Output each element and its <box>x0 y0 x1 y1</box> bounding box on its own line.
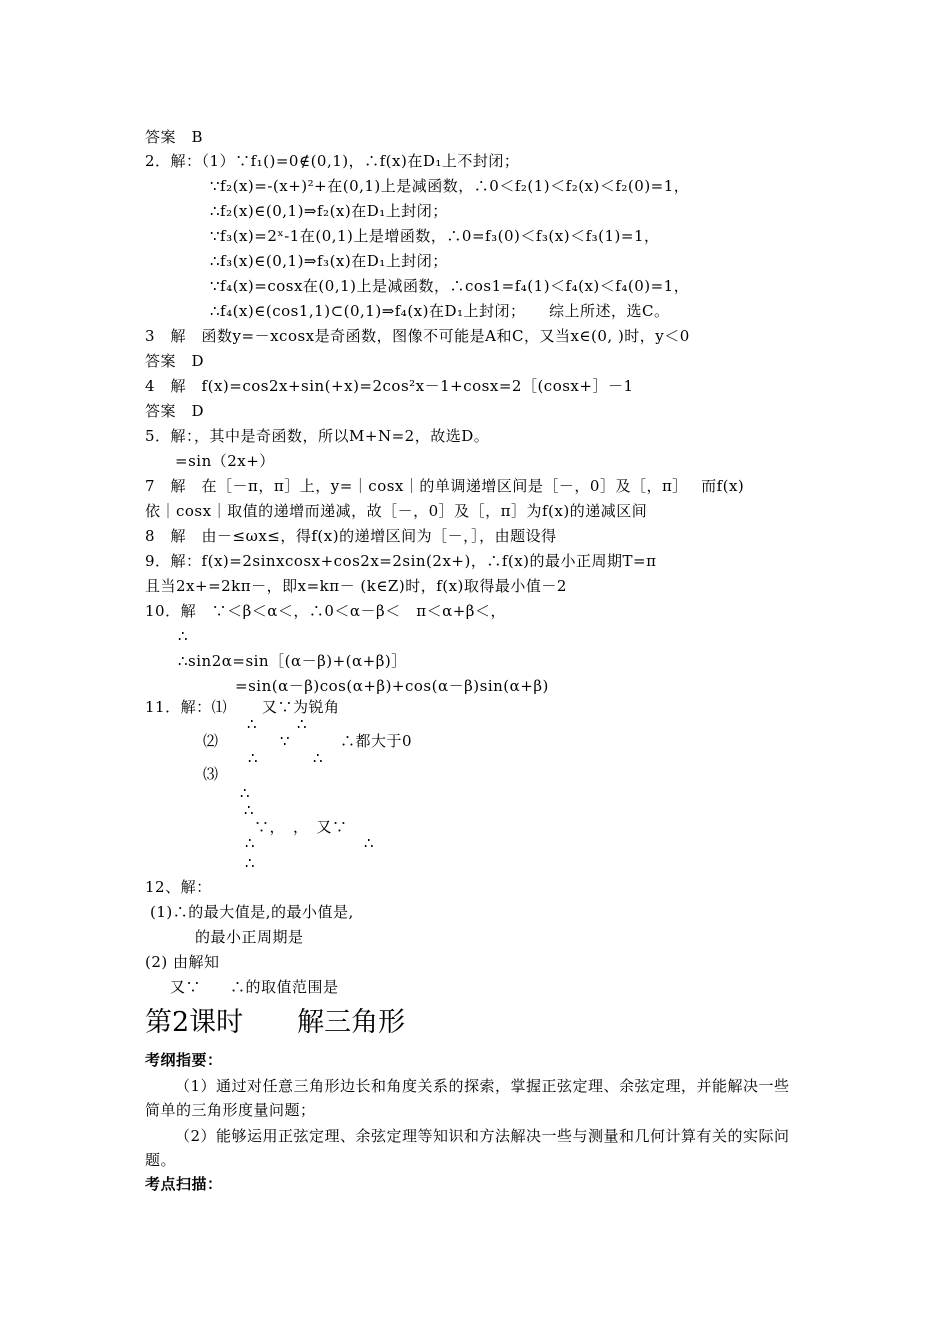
solution-8: 8 解 由－≤ωx≤，得f(x)的递增区间为［－，］，由题设得 <box>145 527 557 545</box>
solution-3: 3 解 函数y=－xcosx是奇函数，图像不可能是A和C，又当x∈(0, )时，y＜0 <box>145 327 690 345</box>
solution-11-acute: 又∵为锐角 <box>262 698 340 716</box>
answer-b: 答案 B <box>145 128 204 146</box>
solution-12-part-2: (2) 由解知 <box>145 953 220 971</box>
solution-2-line-5: ∴f₃(x)∈(0,1)⇒f₃(x)在D₁上封闭； <box>210 252 448 270</box>
solution-5: 5．解：，其中是奇函数，所以M+N=2，故选D。 <box>145 427 490 445</box>
solution-2-line-1: 2．解：（1）∵f₁()=0∉(0,1)，∴f(x)在D₁上不封闭； <box>145 152 520 170</box>
outline-item-1: （1）通过对任意三角形边长和角度关系的探索，掌握正弦定理、余弦定理，并能解决一些简单的三角形度量问题； <box>145 1077 790 1119</box>
solution-9-line-1: 9．解：f(x)=2sinxcosx+cos2x=2sin(2x+)，∴f(x)的最小正周期T=π <box>145 552 657 570</box>
solution-11-therefore-c: ∴ <box>248 749 259 767</box>
solution-11-therefore-i: ∴ <box>245 854 256 872</box>
solution-7-line-1: 7 解 在［－π，π］上，y=｜cosx｜的单调递增区间是［－，0］及［，π］ 而f(x) <box>145 477 745 495</box>
solution-2-line-6: ∵f₄(x)=cosx在(0,1)上是减函数，∴cos1=f₄(1)＜f₄(x)＜f₄(0)=1， <box>210 277 690 295</box>
solution-10-line-4: =sin(α－β)cos(α+β)+cos(α－β)sin(α+β) <box>235 677 549 695</box>
solution-6: =sin（2x+） <box>175 452 275 470</box>
solution-2-line-4: ∵f₃(x)=2ˣ-1在(0,1)上是增函数，∴0=f₃(0)＜f₃(x)＜f₃(1)=1， <box>210 227 660 245</box>
solution-12-period: 的最小正周期是 <box>195 928 304 946</box>
solution-12-range: ∴的取值范围是 <box>230 978 339 996</box>
solution-10-line-1: 10．解 ∵＜β＜α＜，∴0＜α－β＜ π＜α+β＜， <box>145 602 506 620</box>
solution-9-line-2: 且当2x+=2kπ－，即x=kπ－ (k∈Z)时，f(x)取得最小值－2 <box>145 577 567 595</box>
solution-11-because: ∵ <box>280 732 291 750</box>
scan-heading: 考点扫描： <box>145 1175 223 1193</box>
solution-11-therefore-f: ∴ <box>244 801 255 819</box>
solution-7-line-2: 依｜cosx｜取值的递增而递减，故［－，0］及［，π］为f(x)的递减区间 <box>145 502 648 520</box>
solution-11-therefore-d: ∴ <box>313 749 324 767</box>
answer-d-2: 答案 D <box>145 402 205 420</box>
solution-12-label: 12、解： <box>145 878 212 896</box>
solution-11-therefore-h: ∴ <box>364 834 375 852</box>
solution-11-positive: ∴都大于0 <box>340 732 413 750</box>
answer-d-1: 答案 D <box>145 352 205 370</box>
solution-11-label: 11．解：⑴ <box>145 698 228 716</box>
solution-2-line-2: ∵f₂(x)=-(x+)²+在(0,1)上是减函数，∴0＜f₂(1)＜f₂(x)＜f₂(0)=1， <box>210 177 690 195</box>
solution-11-therefore-e: ∴ <box>240 784 251 802</box>
solution-12-because: 又∵ <box>170 978 202 996</box>
solution-12-part-1: (1)∴的最大值是,的最小值是, <box>150 903 354 921</box>
solution-2-line-3: ∴f₂(x)∈(0,1)⇒f₂(x)在D₁上封闭； <box>210 202 448 220</box>
outline-heading: 考纲指要： <box>145 1051 223 1069</box>
solution-11-therefore-a: ∴ <box>247 715 258 733</box>
solution-11-therefore-g: ∴ <box>245 834 256 852</box>
solution-11-because-2: ∵， ， 又∵ <box>254 818 348 836</box>
solution-4: 4 解 f(x)=cos2x+sin(+x)=2cos²x－1+cosx=2［(cosx+］－1 <box>145 377 634 395</box>
solution-11-therefore-b: ∴ <box>297 715 308 733</box>
outline-item-2: （2）能够运用正弦定理、余弦定理等知识和方法解决一些与测量和几何计算有关的实际问题。 <box>145 1127 790 1169</box>
solution-11-part-2: ⑵ <box>203 732 219 750</box>
solution-10-line-3: ∴sin2α=sin［(α－β)+(α+β)］ <box>178 652 407 670</box>
solution-10-line-2: ∴ <box>178 627 189 645</box>
section-title: 第2课时 解三角形 <box>145 1007 406 1038</box>
solution-2-line-7: ∴f₄(x)∈(cos1,1)⊂(0,1)⇒f₄(x)在D₁上封闭； 综上所述，选C。 <box>210 302 670 320</box>
solution-11-part-3: ⑶ <box>203 765 219 783</box>
